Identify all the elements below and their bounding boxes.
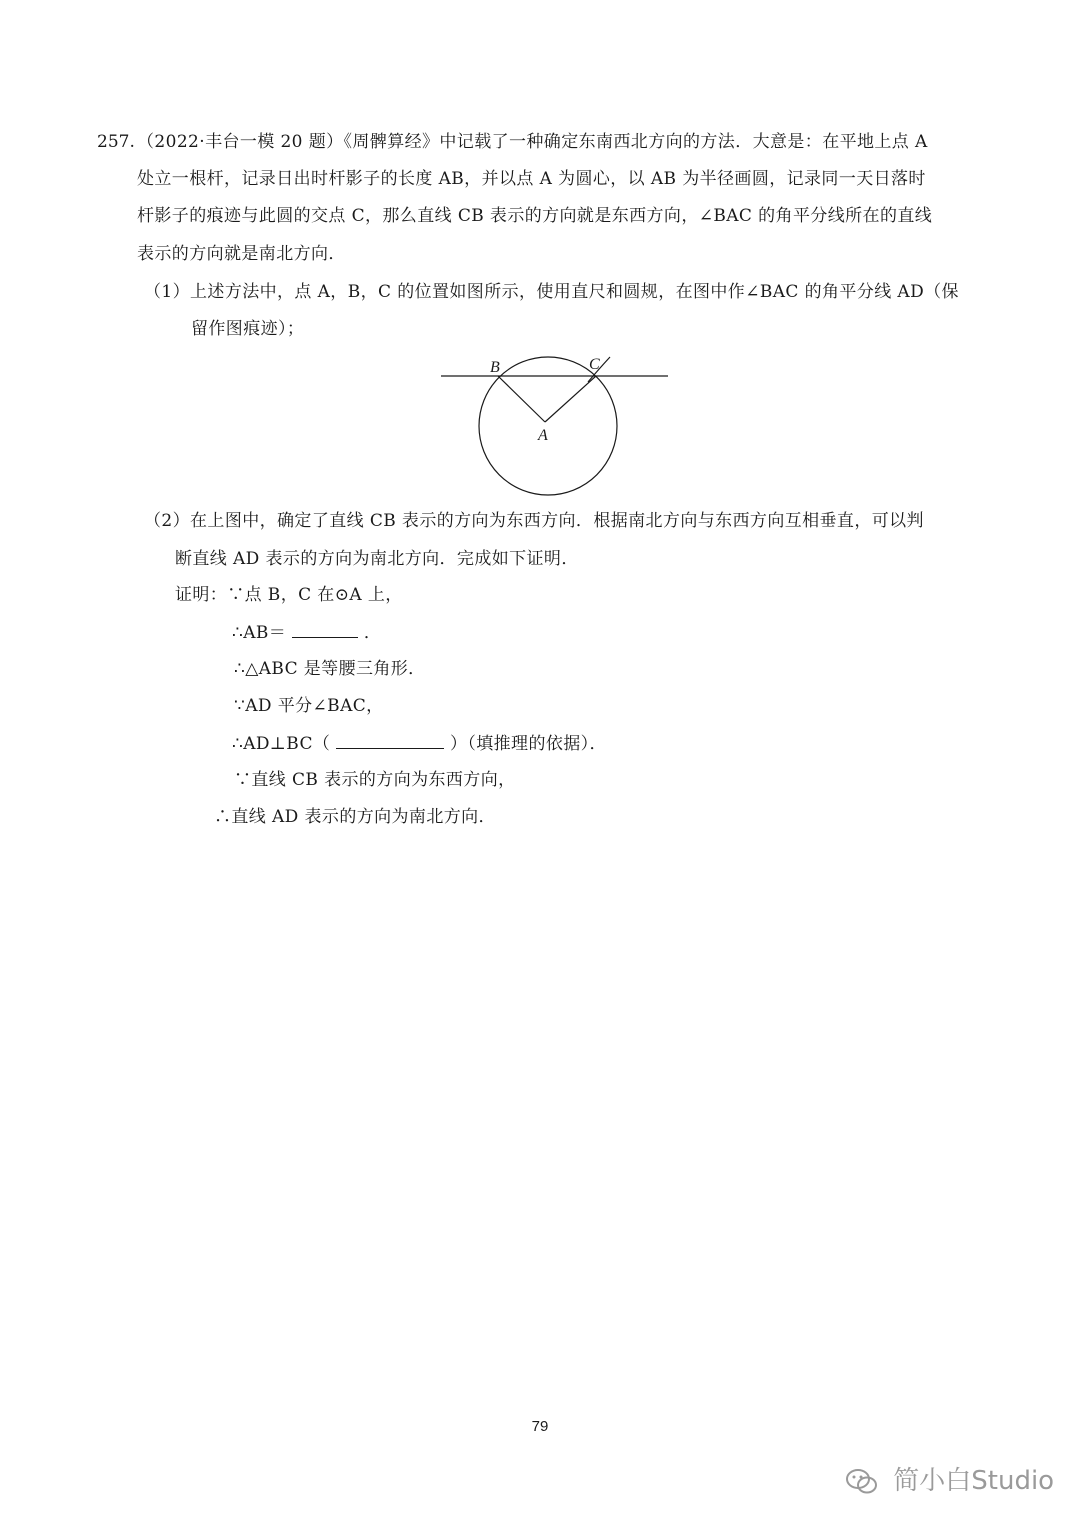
- answer-blank-2[interactable]: [336, 732, 444, 749]
- part1-line-2: 留作图痕迹）；: [191, 319, 305, 339]
- geometry-figure: [438, 352, 672, 497]
- proof-line-5-text: ∴AD⊥BC（: [232, 734, 331, 754]
- problem-text-line-2: 处立一根杆，记录日出时杆影子的长度 AB，并以点 A 为圆心，以 AB 为半径画圆，记录同一天日落时: [137, 169, 926, 189]
- problem-text-line-3: 杆影子的痕迹与此圆的交点 C，那么直线 CB 表示的方向就是东西方向，∠BAC 的角平分线所在的直线: [137, 206, 933, 226]
- problem-text-line-4: 表示的方向就是南北方向．: [137, 244, 346, 264]
- proof-line-2-end: ．: [363, 623, 382, 643]
- label-C: C: [589, 356, 600, 373]
- part2-line-1: （2）在上图中，确定了直线 CB 表示的方向为东西方向．根据南北方向与东西方向互相垂直，可以判: [144, 511, 924, 531]
- segment-AC: [545, 376, 596, 422]
- segment-AB: [498, 376, 545, 422]
- label-B: B: [490, 359, 500, 376]
- proof-line-2: [232, 621, 381, 644]
- proof-line-1: 证明：∵点 B，C 在⊙A 上，: [175, 585, 403, 605]
- problem-text-line-1: （2022·丰台一模 20 题）《周髀算经》中记载了一种确定东南西北方向的方法．大意是：在平地上点 A: [137, 132, 928, 152]
- part1-line-1: （1）上述方法中，点 A，B，C 的位置如图所示，使用直尺和圆规，在图中作∠BAC 的角平分线 AD（保: [144, 282, 959, 302]
- proof-line-5: [232, 732, 607, 755]
- page-number: 79: [531, 1418, 549, 1435]
- problem-number: 257.: [97, 132, 135, 152]
- proof-line-7: ∴直线 AD 表示的方向为南北方向．: [214, 807, 496, 827]
- label-A: A: [538, 427, 548, 444]
- watermark-text: 简小白Studio: [893, 1466, 1055, 1496]
- wechat-icon: [845, 1468, 879, 1496]
- answer-blank-1[interactable]: [292, 621, 358, 638]
- proof-line-5-end: ）（填推理的依据）．: [449, 734, 607, 754]
- proof-line-4: ∵AD 平分∠BAC，: [234, 696, 384, 716]
- part2-line-2: 断直线 AD 表示的方向为南北方向．完成如下证明．: [175, 549, 579, 569]
- watermark: [845, 1460, 1054, 1497]
- proof-line-6: ∵直线 CB 表示的方向为东西方向，: [234, 770, 516, 790]
- proof-line-2-text: ∴AB＝: [232, 623, 287, 643]
- proof-line-3: ∴△ABC 是等腰三角形．: [234, 659, 426, 679]
